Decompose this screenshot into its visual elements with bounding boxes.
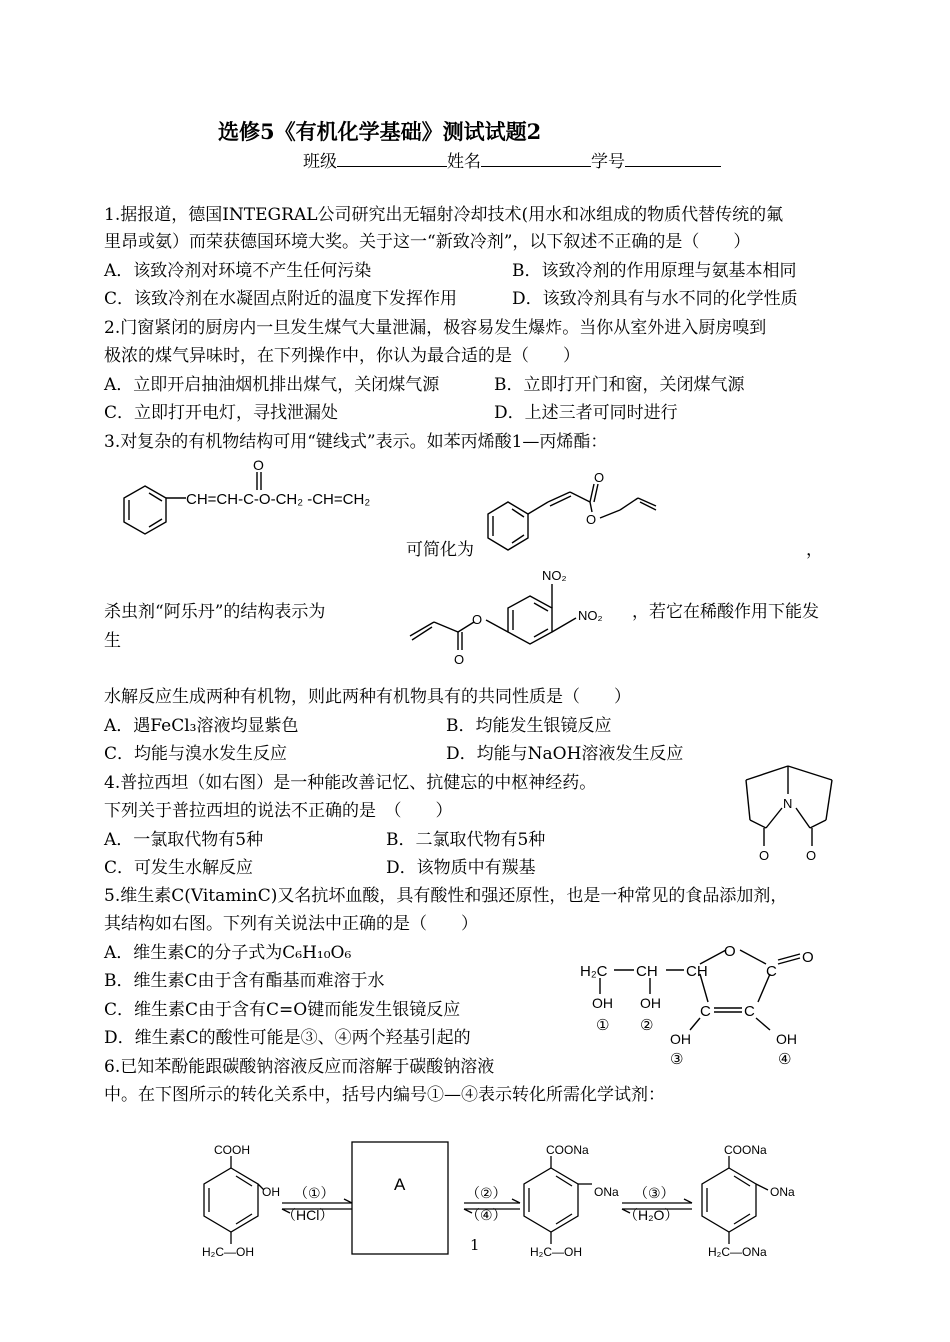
q1-option-b: B．该致冷剂的作用原理与氨基本相同 [512,261,797,281]
q4-option-c: C．可发生水解反应 [104,858,254,878]
q3-stem-1: 3.对复杂的有机物结构可用“键线式”表示。如苯丙烯酸1—丙烯酯： [104,432,608,452]
q2-option-d: D．上述三者可同时进行 [494,403,678,423]
vc-oh-3: OH [670,1031,691,1047]
q4-stem-1: 4.普拉西坦（如右图）是一种能改善记忆、抗健忘的中枢神经药。 [104,773,597,793]
vc-oh-4: OH [776,1031,797,1047]
vc-oh-1: OH [592,995,613,1011]
q3-aldan-label: 杀虫剂“阿乐丹”的结构表示为 [104,602,326,622]
q3-aldan-label-cont: 生 [104,631,121,651]
aldan-ring-o: O [472,612,483,627]
vc-label-1: ① [596,1017,610,1034]
ester-carbonyl-o: O [253,457,264,473]
vc-h2c: H₂C [580,963,608,980]
aldan-no2-right: NO₂ [578,608,603,623]
q4-stem-2: 下列关于普拉西坦的说法不正确的是 （ ） [104,801,453,821]
ester-formula: CH=CH-C-O-CH₂ -CH=CH₂ [186,491,371,508]
vc-c-4: C [744,1003,755,1020]
q5-option-c: C．维生素C由于含有C=O键而能发生银镜反应 [104,1000,461,1020]
m1-ch2oh: H₂C—OH [202,1245,254,1259]
aldan-structure [410,584,576,650]
reagent-3: （③） [634,1185,675,1201]
q2-option-c: C．立即打开电灯，寻找泄漏处 [104,403,339,423]
skeletal-ester-o: O [586,512,597,527]
q5-stem-2: 其结构如右图。下列有关说法中正确的是（ ） [104,914,478,934]
reagent-h2o: （H₂O） [624,1207,679,1223]
page-number: 1 [470,1236,480,1254]
q3-option-c: C．均能与溴水发生反应 [104,744,288,764]
piracetam-o1: O [759,848,770,863]
reagent-1: （①） [294,1185,335,1201]
m3-ona: ONa [770,1185,795,1199]
page-title: 选修5《有机化学基础》测试试题2 [218,119,542,144]
vc-label-4: ④ [778,1051,792,1068]
q1-option-a: A．该致冷剂对环境不产生任何污染 [104,261,372,281]
q2-stem-2: 极浓的煤气异味时，在下列操作中，你认为最合适的是（ ） [104,346,580,366]
piracetam-o2: O [806,848,817,863]
m2-ch2oh: H₂C—OH [530,1245,582,1259]
ester-skeletal-formula [488,484,656,550]
vc-ring-o: O [724,943,736,960]
q3-option-a: A．遇FeCl₃溶液均显紫色 [104,716,299,736]
q5-stem-1: 5.维生素C(VitaminC)又名抗坏血酸，具有酸性和强还原性，也是一种常见的食品添加剂， [104,886,788,906]
q4-option-b: B．二氯取代物有5种 [386,830,546,850]
vc-label-3: ③ [670,1051,684,1068]
q1-option-d: D．该致冷剂具有与水不同的化学性质 [512,289,798,309]
q1-option-c: C．该致冷剂在水凝固点附近的温度下发挥作用 [104,289,458,309]
m2-coona: COONa [546,1143,589,1157]
q2-option-b: B．立即打开门和窗，关闭煤气源 [494,375,745,395]
q3-simplified-label: 可简化为 [406,540,474,560]
aldan-carbonyl-o: O [454,652,465,667]
skeletal-carbonyl-o: O [594,470,605,485]
vc-label-2: ② [640,1017,654,1034]
benzene-ring [124,486,166,534]
q3-hydrolysis-text: ，若它在稀酸作用下能发 [632,602,819,622]
q4-option-d: D．该物质中有羰基 [386,858,536,878]
reagent-2: （②） [466,1185,507,1201]
vc-oh-2: OH [640,995,661,1011]
q3-option-b: B．均能发生银镜反应 [446,716,612,736]
q6-stem-2: 中。在下图所示的转化关系中，括号内编号①—④表示转化所需化学试剂： [104,1085,665,1105]
m3-coona: COONa [724,1143,767,1157]
vc-carbonyl-o: O [802,949,814,966]
id-label: 学号 [591,152,625,172]
reagent-4: （④） [466,1207,507,1223]
vc-c-lactone: C [766,963,777,980]
q1-stem-2: 里昂或氨）而荣获德国环境大奖。关于这一“新致冷剂”，以下叙述不正确的是（ ） [104,232,751,252]
q3-stem-2: 水解反应生成两种有机物，则此两种有机物具有的共同性质是（ ） [104,687,631,707]
vc-c-3: C [700,1003,711,1020]
q2-stem-1: 2.门窗紧闭的厨房内一旦发生煤气大量泄漏，极容易发生爆炸。当你从室外进入厨房嗅到 [104,318,767,338]
aldan-no2-top: NO₂ [542,568,567,583]
m1-oh: OH [262,1185,280,1199]
class-label: 班级 [303,152,337,172]
m2-ona: ONa [594,1185,619,1199]
q3-option-d: D．均能与NaOH溶液发生反应 [446,744,684,764]
q3-comma: ， [806,540,823,560]
q4-option-a: A．一氯取代物有5种 [104,830,264,850]
piracetam-n: N [783,796,793,811]
q5-option-a: A．维生素C的分子式为C₆H₁₀O₆ [104,943,352,963]
q6-stem-1: 6.已知苯酚能跟碳酸钠溶液反应而溶解于碳酸钠溶液 [104,1057,495,1077]
compound-a-box [352,1142,448,1254]
m1-cooh: COOH [214,1143,250,1157]
vc-ch-2: CH [686,963,708,980]
compound-a-label: A [394,1175,406,1194]
q1-stem-1: 1.据报道，德国INTEGRAL公司研究出无辐射冷却技术(用水和冰组成的物质代替传统的氟 [104,205,784,225]
q5-option-b: B．维生素C由于含有酯基而难溶于水 [104,971,385,991]
q2-option-a: A．立即开启抽油烟机排出煤气，关闭煤气源 [104,375,440,395]
name-label: 姓名 [447,152,481,172]
vc-ch-1: CH [636,963,658,980]
m3-ch2ona: H₂C—ONa [708,1245,767,1259]
reagent-hcl: （HCl） [282,1207,334,1223]
q5-option-d: D．维生素C的酸性可能是③、④两个羟基引起的 [104,1028,471,1048]
